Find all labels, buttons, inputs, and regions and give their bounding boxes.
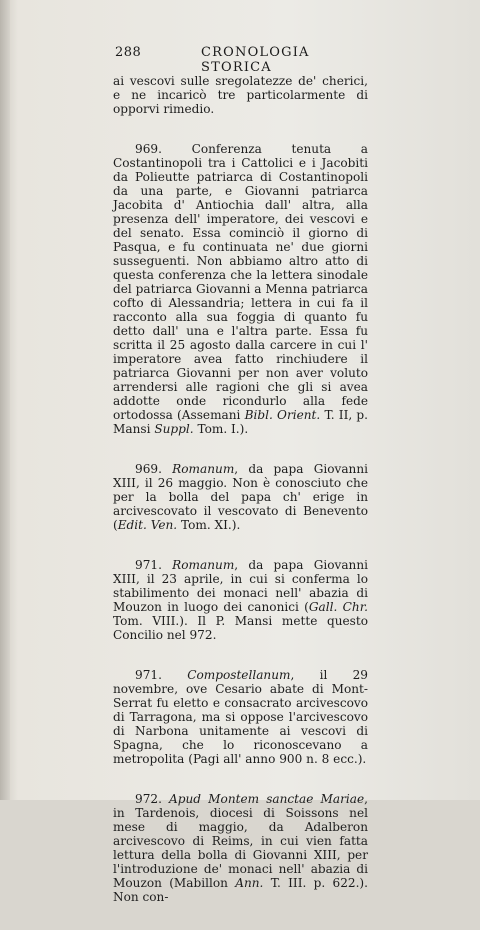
entry-tail: T. III. p. 622.). Non con- [113,876,368,904]
entry-year: 969. [135,142,162,156]
entry-text: , da papa Giovanni XIII, il 26 maggio. Non è conosciuto che per la bolla del papa ch' erige in arcivescovato il vescovato di Benevento ( [113,462,368,532]
entry-citation-italic: Edit. Ven. [117,518,178,532]
entry-tail: Tom. I.). [193,422,249,436]
entry-council-name: Romanum [172,462,235,476]
entry-tail: T. II, p. Mansi [113,408,368,436]
entry-969-conferenza [113,142,368,436]
entry-text: , in Tardenois, diocesi di Soissons nel mese di maggio, da Adalberon arcivescovo di Reims, in cui vien fatta lettura della bolla di Giovanni XIII, per l'introduzione de' monaci nell' abazia di Mouzon (Mabillon [113,792,368,890]
entry-citation-italic: Bibl. Orient. [244,408,321,422]
entry-text: Conferenza tenuta a Costantinopoli tra i Cattolici e i Jacobiti da Polieutte patriarca di Costantinopoli da una parte, e Giovanni patriarca Jacobita d' Antiochia dall' altra, alla presenza dell' imperatore, dei vescovi e del senato. Essa cominciò il giorno di Pasqua, e fu continuata ne' due giorni susseguenti. Non abbiamo altro atto di questa conferenza che la lettera sinodale del patriarca Giovanni a Menna patriarca cofto di Alessandria; lettera in cui fa il racconto alla sua foggia di quanto fu detto dall' una e l'altra parte. Essa fu scritta il 25 agosto dalla carcere in cui l' imperatore avea fatto rinchiudere il patriarca Giovanni per non aver voluto arrendersi alle ragioni che gli si avea addotte onde ricondurlo alla fede ortodossa (Assemani [113,142,368,422]
entry-tail: Tom. VIII.). Il P. Mansi mette questo Concilio nel 972. [113,614,368,642]
entry-council-name: Apud Montem sanctae Mariae [169,792,365,806]
entry-year: 971. [135,558,162,572]
entry-citation-italic: Ann. [235,876,264,890]
page-gutter [0,0,10,800]
continuation-paragraph: ai vescovi sulle sregolatezze de' cherici, e ne incaricò tre particolarmente di opporvi rimedio. [113,74,368,116]
entry-council-name: Romanum [172,558,235,572]
entry-text: , da papa Giovanni XIII, il 23 aprile, in cui si conferma lo stabilimento dei monaci nell' abazia di Mouzon in luogo dei canonici ( [113,558,368,614]
entry-971-romanum [113,558,368,642]
page-body [113,74,368,930]
entry-year: 971. [135,668,162,682]
page-number: 288 [115,45,142,60]
entry-971-compostellanum [113,668,368,766]
entry-969-romanum [113,462,368,532]
entry-year: 972. [135,792,162,806]
entry-citation-italic: Gall. Chr. [308,600,368,614]
running-title: CRONOLOGIA STORICA [201,45,310,75]
entry-citation-italic: Suppl. [154,422,194,436]
entry-tail: Tom. XI.). [177,518,241,532]
entry-972-apud-montem [113,792,368,904]
entry-year: 969. [135,462,162,476]
entry-text: , il 29 novembre, ove Cesario abate di Mont-Serrat fu eletto e consacrato arcivescovo di Tarragona, ma si oppose l'arcivescovo di Narbona unitamente ai vescovi di Spagna, che lo riconoscevano a metropolita (Pagi all' anno 900 n. 8 ecc.). [113,668,368,766]
entry-council-name: Compostellanum [187,668,291,682]
